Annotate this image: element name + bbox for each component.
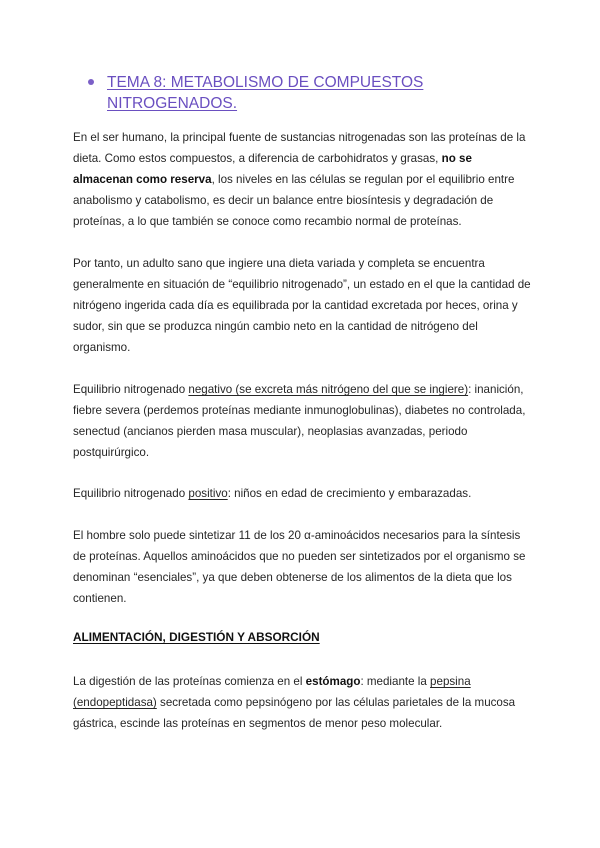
p1-bold: no se almacenan como reserva [73,152,472,186]
bullet-icon [88,79,94,85]
paragraph-3 [73,379,533,463]
section-title [88,72,528,114]
p6-underlined: pepsina (endopeptidasa) [73,675,471,709]
p1-text-a: En el ser humano, la principal fuente de sustancias nitrogenadas son las proteínas de la dieta. Como estos compuestos, a diferencia de carbohidratos y grasas, [73,131,526,165]
paragraph-1 [73,127,533,232]
p4-underlined: positivo [188,487,228,500]
p3-text-a: Equilibrio nitrogenado [73,383,189,396]
paragraph-5: El hombre solo puede sintetizar 11 de los 20 α-aminoácidos necesarios para la síntesis de proteínas. Aquellos aminoácidos que no pueden ser sintetizados por el organismo se denominan “esenciales”, ya que deben obtenerse de los alimentos de la dieta que los contienen. [73,529,526,605]
p6-text-b: : mediante la [360,675,431,688]
p4-text-b: : niños en edad de crecimiento y embarazadas. [227,487,472,500]
p6-text-a: La digestión de las proteínas comienza en el [73,675,306,688]
p4-text-a: Equilibrio nitrogenado [73,487,189,500]
paragraph-6 [73,671,533,734]
p1-text-b: , los niveles en las células se regulan por el equilibrio entre anabolismo y catabolismo, es decir un balance entre biosíntesis y degradación de proteínas, a lo que también se conoce como recambio normal de proteínas. [73,173,515,228]
paragraph-2: Por tanto, un adulto sano que ingiere una dieta variada y completa se encuentra generalmente en situación de “equilibrio nitrogenado”, un estado en el que la cantidad de nitrógeno ingerida cada día es equilibrada por la cantidad excretada por heces, orina y sudor, sin que se produzca ningún cambio neto en la cantidad de nitrógeno del organismo. [73,257,531,354]
p6-text-c: secretada como pepsinógeno por las células parietales de la mucosa gástrica, escinde las proteínas en segmentos de menor peso molecular. [73,696,516,730]
p3-underlined: negativo (se excreta más nitrógeno del que se ingiere) [188,383,469,396]
p6-bold: estómago [305,675,361,688]
paragraph-4 [73,483,533,504]
p3-text-b: : inanición, fiebre severa (perdemos proteínas mediante inmunoglobulinas), diabetes no controlada, senectud (ancianos pierden masa muscular), neoplasias avanzadas, periodo postquirúrgico. [73,383,526,459]
section-title-text: TEMA 8: METABOLISMO DE COMPUESTOS NITROGENADOS. [107,74,424,112]
subsection-heading: ALIMENTACIÓN, DIGESTIÓN Y ABSORCIÓN [73,630,320,644]
